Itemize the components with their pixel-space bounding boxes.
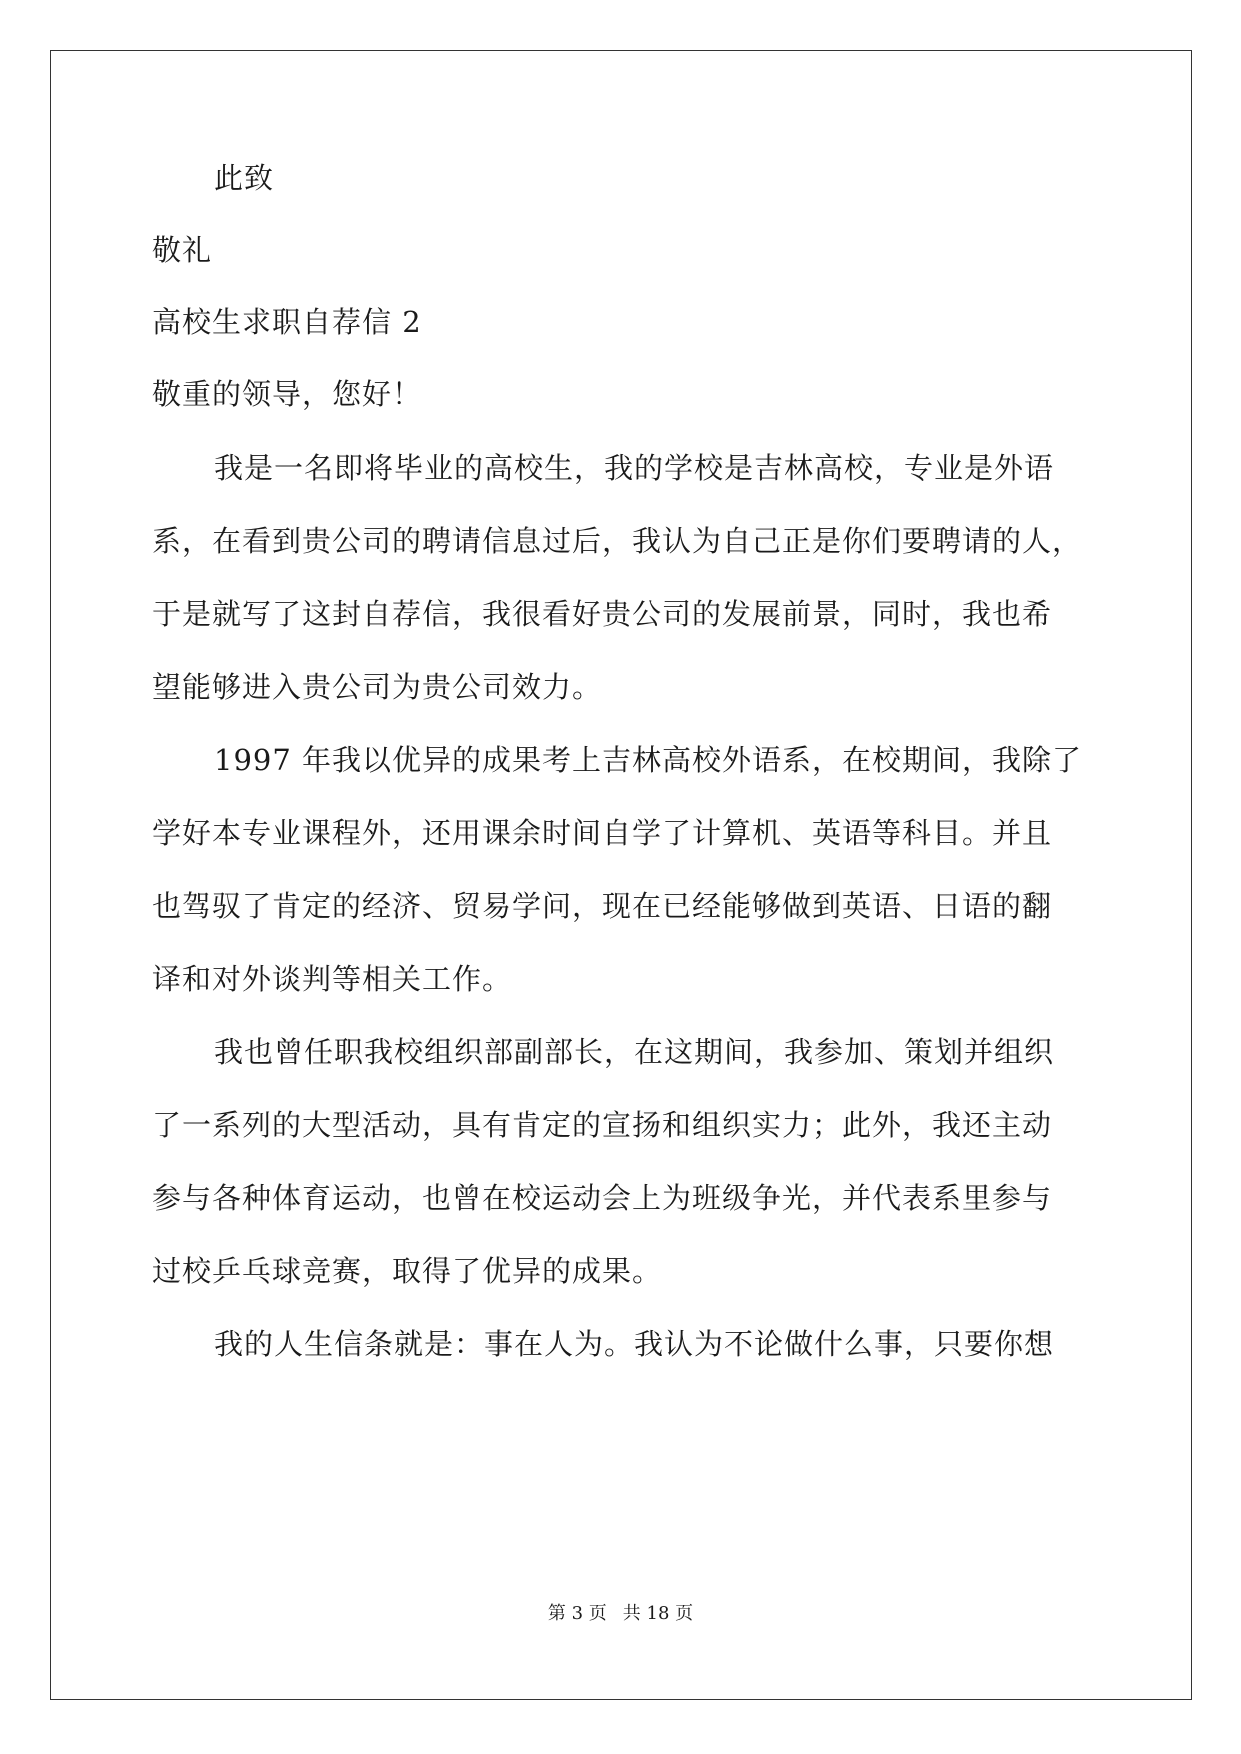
salutation-close: 敬礼	[152, 233, 213, 267]
paragraph-line: 参与各种体育运动，也曾在校运动会上为班级争光，并代表系里参与	[152, 1181, 1053, 1215]
greeting: 敬重的领导，您好！	[152, 377, 423, 411]
page-footer	[0, 1602, 1241, 1626]
paragraph-line: 译和对外谈判等相关工作。	[152, 962, 513, 996]
paragraph-line: 也驾驭了肯定的经济、贸易学问，现在已经能够做到英语、日语的翻	[152, 889, 1053, 923]
section-title: 高校生求职自荐信 2	[152, 305, 422, 339]
paragraph-line: 了一系列的大型活动，具有肯定的宣扬和组织实力；此外，我还主动	[152, 1108, 1053, 1142]
paragraph-line: 学好本专业课程外，还用课余时间自学了计算机、英语等科目。并且	[152, 816, 1053, 850]
paragraph-line: 于是就写了这封自荐信，我很看好贵公司的发展前景，同时，我也希	[152, 597, 1053, 631]
closing-phrase: 此致	[214, 161, 275, 195]
page-border	[50, 50, 1192, 1700]
paragraph-line: 1997 年我以优异的成果考上吉林高校外语系，在校期间，我除了	[214, 743, 1083, 777]
paragraph-line: 望能够进入贵公司为贵公司效力。	[152, 670, 603, 704]
paragraph-line: 我是一名即将毕业的高校生，我的学校是吉林高校，专业是外语	[214, 451, 1055, 485]
paragraph-line: 我的人生信条就是：事在人为。我认为不论做什么事，只要你想	[214, 1327, 1055, 1361]
page-total: 共 18 页	[622, 1603, 694, 1624]
paragraph-line: 过校乒乓球竞赛，取得了优异的成果。	[152, 1254, 663, 1288]
paragraph-line: 系，在看到贵公司的聘请信息过后，我认为自己正是你们要聘请的人，	[152, 524, 1083, 558]
paragraph-line: 我也曾任职我校组织部副部长，在这期间，我参加、策划并组织	[214, 1035, 1055, 1069]
page-number: 第 3 页	[547, 1603, 607, 1624]
